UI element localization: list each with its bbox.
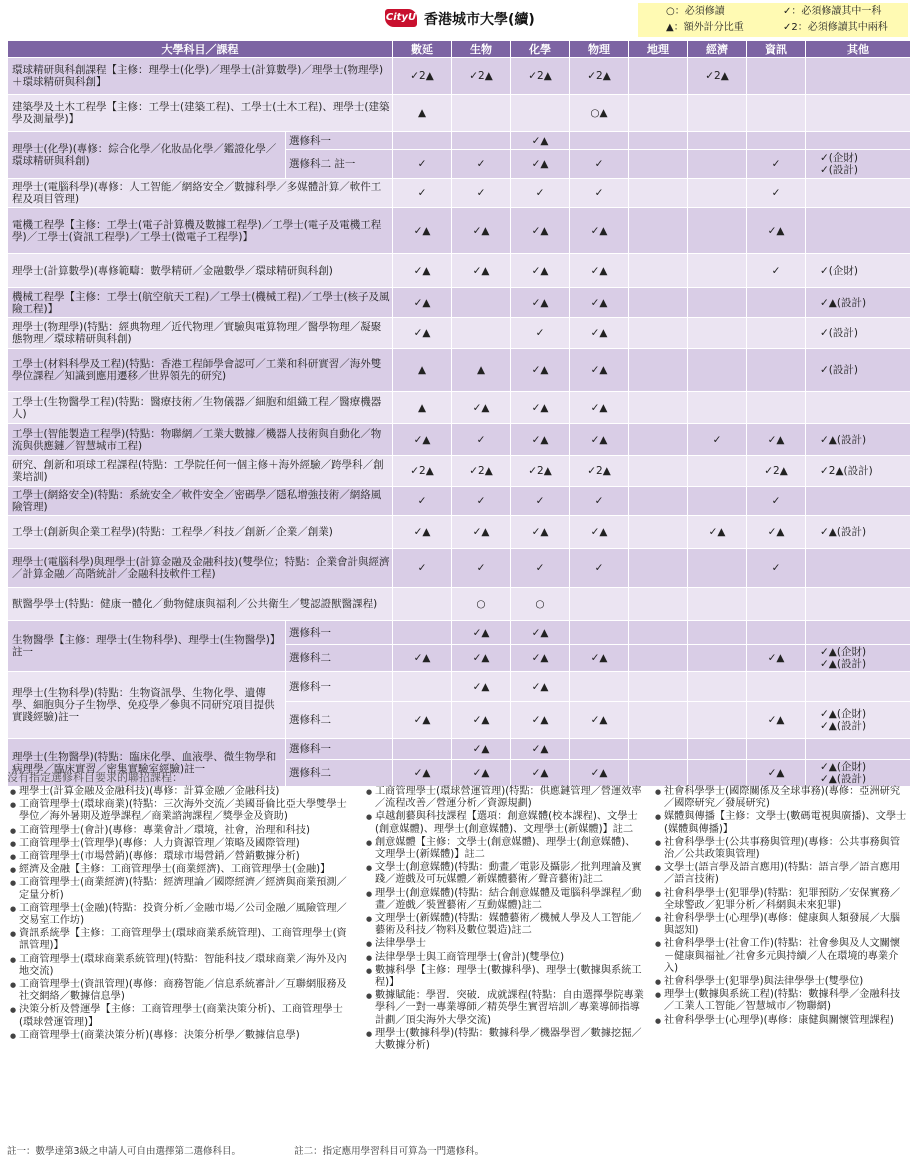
- requirement-cell: [688, 645, 747, 672]
- requirement-cell: [688, 487, 747, 516]
- requirement-cell: [629, 288, 688, 318]
- requirement-cell: ✓(企財): [806, 254, 911, 288]
- course-name: 工學士(材料科學及工程)(特點：香港工程師學會認可／工業和科研實習／海外雙學位課程／知識到應用遷移／世界領先的研究): [8, 349, 393, 392]
- table-row: [8, 672, 911, 702]
- requirement-cell: ✓▲: [452, 392, 511, 424]
- requirement-cell: [570, 621, 629, 645]
- requirement-cell: [688, 318, 747, 349]
- requirement-cell: [629, 392, 688, 424]
- requirement-cell: [688, 760, 747, 787]
- course-name: 理學士(電腦科學)(專修：人工智能／網絡安全／數據科學／多媒體計算／軟件工程及項目管理): [8, 179, 393, 208]
- programme-item: ● 資訊系統學【主修：工商管理學士(環球商業系統管理)、工商管理學士(資訊管理)】: [10, 928, 355, 952]
- requirement-cell: ✓▲: [393, 702, 452, 739]
- requirement-cell: ✓: [747, 179, 806, 208]
- requirement-cell: [629, 95, 688, 132]
- requirement-cell: [629, 424, 688, 456]
- requirement-cell: [747, 588, 806, 621]
- course-name: 環球精研與科創課程【主修：理學士(化學)／理學士(計算數學)／理學士(物理學)＋環球精研與科創】: [8, 58, 393, 95]
- requirement-cell: [688, 392, 747, 424]
- requirement-cell: ✓▲: [452, 254, 511, 288]
- requirement-cell: [570, 588, 629, 621]
- programme-item: ● 法律學學士與工商管理學士(會計)(雙學位): [366, 952, 644, 964]
- requirement-cell: [688, 702, 747, 739]
- programme-item: ● 數據科學【主修：理學士(數據科學)、理學士(數據與系統工程)】: [366, 965, 644, 989]
- requirement-cell: [570, 672, 629, 702]
- programme-item: ● 決策分析及營運學【主修：工商管理學士(商業決策分析)、工商管理學士(環球營運管理)】: [10, 1004, 355, 1028]
- cityu-logo: CityU: [385, 9, 417, 27]
- requirement-cell: ✓2▲: [452, 58, 511, 95]
- table-row: [8, 254, 911, 288]
- elective-label: 選修科二: [286, 645, 393, 672]
- requirement-cell: [629, 672, 688, 702]
- requirement-cell: [629, 516, 688, 549]
- requirement-cell: ▲: [452, 349, 511, 392]
- requirement-cell: ✓▲: [511, 254, 570, 288]
- requirement-cell: ▲: [393, 349, 452, 392]
- programme-item: ● 工商管理學士(金融)(特點：投資分析／金融市場／公司金融／風險管理／交易室工作坊): [10, 903, 355, 927]
- requirement-cell: [806, 208, 911, 254]
- legend-circle: ○：必須修讀: [666, 6, 725, 17]
- requirement-cell: ✓▲: [511, 208, 570, 254]
- requirement-cell: ✓(設計): [806, 349, 911, 392]
- requirement-cell: ✓: [570, 179, 629, 208]
- table-row: [8, 288, 911, 318]
- programme-item: ● 經濟及金融【主修：工商管理學士(商業經濟)、工商管理學士(金融)】: [10, 864, 355, 876]
- requirement-cell: ✓▲: [511, 645, 570, 672]
- programme-item: ● 卓越創藝與科技課程【選項：創意媒體(校本課程)、文學士(創意媒體)、理學士(創意媒體)、文理學士(新媒體)】註二: [366, 811, 644, 835]
- requirement-cell: [806, 392, 911, 424]
- requirement-cell: ✓▲: [452, 645, 511, 672]
- requirement-cell: [688, 739, 747, 760]
- requirement-cell: [452, 95, 511, 132]
- programme-item: ● 理學士(計算金融及金融科技)(專修：計算金融／金融科技): [10, 786, 355, 798]
- programme-item: ● 社會科學學士(犯罪學)與法律學學士(雙學位): [655, 976, 910, 988]
- requirement-cell: [629, 739, 688, 760]
- requirement-cell: ✓▲(企財) ✓▲(設計): [806, 760, 911, 787]
- requirement-cell: [452, 132, 511, 150]
- requirement-cell: [688, 208, 747, 254]
- requirement-cell: [688, 349, 747, 392]
- requirement-cell: [629, 179, 688, 208]
- requirement-cell: [393, 588, 452, 621]
- requirement-cell: ✓▲: [452, 739, 511, 760]
- requirement-cell: ✓2▲: [570, 456, 629, 487]
- requirement-cell: [393, 739, 452, 760]
- requirement-cell: [747, 318, 806, 349]
- programme-item: ● 社會科學學士(社會工作)(特點：社會參與及人文關懷－健康與福祉／社會多元與持續／人在環境的專業介入): [655, 938, 910, 975]
- requirement-cell: [747, 392, 806, 424]
- requirement-cell: [747, 349, 806, 392]
- course-name: 理學士(生物科學)(特點：生物資訊學、生物化學、遺傳學、細胞與分子生物學、免疫學／參與不同研究項目提供實踐經驗)註一: [8, 672, 286, 739]
- programme-list-col3: [655, 786, 910, 1028]
- requirement-cell: ○: [452, 588, 511, 621]
- requirement-cell: ✓▲: [393, 288, 452, 318]
- requirement-cell: ○▲: [570, 95, 629, 132]
- column-header: 大學科目／課程: [8, 41, 393, 58]
- requirement-cell: [629, 318, 688, 349]
- footnote-1: 註一：數學達第3級之申請人可自由選擇第二選修科目。: [7, 1146, 242, 1157]
- requirement-cell: ✓▲: [452, 516, 511, 549]
- legend-check: ✓：必須修讀其中一科: [783, 6, 882, 17]
- table-row: [8, 318, 911, 349]
- requirement-cell: ✓: [452, 179, 511, 208]
- requirement-cell: ▲: [393, 95, 452, 132]
- requirement-cell: [806, 58, 911, 95]
- requirement-cell: ✓▲: [511, 516, 570, 549]
- requirement-cell: ✓▲: [452, 760, 511, 787]
- course-name: 獸醫學學士(特點：健康一體化／動物健康與福利／公共衛生／雙認證獸醫課程): [8, 588, 393, 621]
- requirement-cell: [747, 58, 806, 95]
- requirement-cell: [629, 150, 688, 179]
- requirement-cell: [688, 150, 747, 179]
- requirement-cell: ✓▲(企財) ✓▲(設計): [806, 645, 911, 672]
- requirement-cell: [629, 349, 688, 392]
- requirement-cell: ✓▲(設計): [806, 424, 911, 456]
- requirement-cell: [806, 549, 911, 588]
- elective-label: 選修科二: [286, 702, 393, 739]
- requirement-cell: ✓▲: [393, 424, 452, 456]
- footnote-2: 註二：指定應用學習科目可算為一門選修科。: [294, 1146, 485, 1157]
- requirement-cell: ✓: [747, 150, 806, 179]
- requirement-cell: ✓: [511, 487, 570, 516]
- requirement-cell: ✓: [511, 318, 570, 349]
- table-row: [8, 549, 911, 588]
- requirement-cell: [629, 487, 688, 516]
- programme-item: ● 工商管理學士(會計)(專修：專業會計／環境，社會，治理和科技): [10, 825, 355, 837]
- requirement-cell: ✓: [393, 549, 452, 588]
- requirement-cell: ✓▲: [393, 645, 452, 672]
- requirement-cell: [806, 487, 911, 516]
- requirement-cell: [393, 672, 452, 702]
- requirement-cell: ✓: [688, 424, 747, 456]
- requirement-cell: ✓▲: [511, 288, 570, 318]
- no-requirement-title: 沒有指定選修科目要求的聯招課程：: [7, 771, 183, 784]
- column-header: 化學: [511, 41, 570, 58]
- column-header: 物理: [570, 41, 629, 58]
- programme-item: ● 社會科學學士(國際關係及全球事務)(專修：亞洲研究／國際研究／發展研究): [655, 786, 910, 810]
- requirement-cell: [570, 132, 629, 150]
- requirement-cell: [629, 549, 688, 588]
- column-header: 經濟: [688, 41, 747, 58]
- table-row: [8, 516, 911, 549]
- programme-item: ● 工商管理學士(環球商業)(特點：三次海外交流／美國哥倫比亞大學雙學士學位／海外暑期及遊學課程／商業諮詢課程／獎學金及資助): [10, 799, 355, 823]
- requirement-cell: ✓▲: [570, 208, 629, 254]
- requirement-cell: [629, 254, 688, 288]
- requirement-cell: [688, 288, 747, 318]
- requirement-cell: ✓▲: [747, 208, 806, 254]
- header: [0, 0, 917, 38]
- programme-item: ● 媒體與傳播【主修：文學士(數碼電視與廣播)、文學士(媒體與傳播)】: [655, 811, 910, 835]
- requirement-cell: [688, 672, 747, 702]
- requirement-cell: [688, 132, 747, 150]
- requirement-cell: ✓2▲: [393, 58, 452, 95]
- requirement-cell: ✓: [747, 254, 806, 288]
- table-row: [8, 208, 911, 254]
- requirement-cell: [806, 621, 911, 645]
- course-name: 理學士(化學)(專修：綜合化學／化妝品化學／鑑證化學／環球精研與科創): [8, 132, 286, 179]
- table-row: [8, 58, 911, 95]
- table-row: [8, 392, 911, 424]
- table-row: [8, 132, 911, 150]
- requirement-cell: [511, 95, 570, 132]
- course-name: 電機工程學【主修：工學士(電子計算機及數據工程學)／工學士(電子及電機工程學)／工學士(資訊工程學)／工學士(微電子工程學)】: [8, 208, 393, 254]
- elective-label: 選修科一: [286, 739, 393, 760]
- column-header: 地理: [629, 41, 688, 58]
- requirement-cell: ✓▲: [511, 760, 570, 787]
- requirement-cell: ✓▲: [747, 645, 806, 672]
- requirement-cell: ✓▲: [511, 150, 570, 179]
- requirement-cell: ✓▲: [393, 208, 452, 254]
- column-header: 數延: [393, 41, 452, 58]
- requirement-cell: [747, 672, 806, 702]
- elective-label: 選修科二 註一: [286, 150, 393, 179]
- requirement-cell: ✓▲: [747, 424, 806, 456]
- requirement-cell: [806, 672, 911, 702]
- requirement-cell: [393, 132, 452, 150]
- requirement-cell: ✓▲(設計): [806, 516, 911, 549]
- requirement-cell: ✓2▲: [511, 456, 570, 487]
- requirement-cell: [806, 132, 911, 150]
- course-name: 理學士(電腦科學)與理學士(計算金融及金融科技)(雙學位；特點：企業會計與經濟／計算金融／高階統計／金融科技軟件工程): [8, 549, 393, 588]
- requirements-table: [7, 40, 911, 787]
- requirement-cell: ✓▲: [570, 702, 629, 739]
- course-name: 機械工程學【主修：工學士(航空航天工程)／工學士(機械工程)／工學士(核子及風險工程)】: [8, 288, 393, 318]
- requirement-cell: ✓: [393, 150, 452, 179]
- requirement-cell: [688, 621, 747, 645]
- requirement-cell: ✓▲: [570, 254, 629, 288]
- elective-label: 選修科一: [286, 132, 393, 150]
- requirement-cell: [688, 549, 747, 588]
- programme-item: ● 數據賦能：學習．突破．成就課程(特點：自由選擇學院專業學科／一對一專業導師／精英學生實習培訓／專業導師指導計劃／頂尖海外大學交流): [366, 990, 644, 1027]
- requirement-cell: ✓▲: [747, 702, 806, 739]
- course-name: 研究、創新和項球工程課程(特點：工學院任何一個主修＋海外經驗／跨學科／創業培訓): [8, 456, 393, 487]
- requirement-cell: [747, 95, 806, 132]
- requirement-cell: [747, 739, 806, 760]
- requirement-cell: [747, 621, 806, 645]
- requirement-cell: [806, 588, 911, 621]
- requirement-cell: ✓: [570, 487, 629, 516]
- requirement-cell: [688, 588, 747, 621]
- requirement-cell: ✓: [747, 549, 806, 588]
- programme-item: ● 創意媒體【主修：文學士(創意媒體)、理學士(創意媒體)、文理學士(新媒體)】註二: [366, 837, 644, 861]
- programme-item: ● 工商管理學士(資訊管理)(專修：商務智能／信息系統審計／互聯網服務及社交網絡／數據信息學): [10, 979, 355, 1003]
- requirement-cell: ✓2▲: [393, 456, 452, 487]
- table-row: [8, 487, 911, 516]
- programme-list-col1: [10, 786, 355, 1043]
- page-title: 香港城市大學(續): [424, 12, 535, 28]
- requirement-cell: [629, 132, 688, 150]
- requirement-cell: [688, 179, 747, 208]
- requirement-cell: [747, 288, 806, 318]
- requirement-cell: ✓: [452, 487, 511, 516]
- course-name: 工學士(網絡安全)(特點：系統安全／軟件安全／密碼學／隱私增強技術／網絡風險管理): [8, 487, 393, 516]
- requirement-cell: ✓: [393, 487, 452, 516]
- requirement-cell: ▲: [393, 392, 452, 424]
- requirement-cell: ✓▲: [747, 516, 806, 549]
- requirement-cell: ✓▲: [511, 349, 570, 392]
- requirement-cell: ✓▲: [393, 516, 452, 549]
- requirement-cell: ✓▲: [570, 392, 629, 424]
- requirement-cell: ✓▲: [511, 739, 570, 760]
- requirement-cell: [570, 739, 629, 760]
- course-name: 理學士(生物醫學)(特點：臨床化學、血液學、微生物學和病理學／臨床實習／密集實驗室經驗)註一: [8, 739, 286, 787]
- requirement-cell: [806, 739, 911, 760]
- programme-item: ● 理學士(數據科學)(特點：數據科學／機器學習／數據挖掘／大數據分析): [366, 1028, 644, 1052]
- requirement-cell: [629, 456, 688, 487]
- course-name: 工學士(創新與企業工程學)(特點：工程學／科技／創新／企業／創業): [8, 516, 393, 549]
- requirement-cell: [629, 208, 688, 254]
- legend-triangle: ▲：額外計分比重: [666, 22, 744, 33]
- requirement-cell: [747, 132, 806, 150]
- programme-item: ● 工商管理學士(環球商業系統管理)(特點：智能科技／環球商業／海外及內地交流): [10, 954, 355, 978]
- requirement-cell: [688, 95, 747, 132]
- programme-item: ● 社會科學學士(心理學)(專修：康健與關懷管理課程): [655, 1015, 910, 1027]
- course-name: 建築學及土木工程學【主修：工學士(建築工程)、工學士(土木工程)、理學士(建築學及測量學)】: [8, 95, 393, 132]
- requirement-cell: [629, 760, 688, 787]
- programme-item: ● 理學士(創意媒體)(特點：結合創意媒體及電腦科學課程／動畫／遊戲／裝置藝術／互動媒體)註二: [366, 888, 644, 912]
- course-name: 生物醫學【主修：理學士(生物科學)、理學士(生物醫學)】註一: [8, 621, 286, 672]
- requirement-cell: ✓▲: [570, 288, 629, 318]
- requirement-cell: ✓: [511, 179, 570, 208]
- table-row: [8, 424, 911, 456]
- requirement-cell: [629, 588, 688, 621]
- requirement-cell: ✓▲(企財) ✓▲(設計): [806, 702, 911, 739]
- requirement-cell: [806, 95, 911, 132]
- requirement-cell: ✓▲: [393, 254, 452, 288]
- requirement-cell: ✓▲: [511, 392, 570, 424]
- programme-item: ● 工商管理學士(環球營運管理)(特點：供應鏈管理／營運效率／流程改善／營運分析／資源規劃): [366, 786, 644, 810]
- programme-item: ● 文學士(創意媒體)(特點：動畫／電影及攝影／批判理論及實踐／遊戲及可玩媒體／新媒體藝術／聲音藝術)註二: [366, 862, 644, 886]
- programme-list-col2: [366, 786, 644, 1053]
- requirement-cell: [629, 702, 688, 739]
- table-row: [8, 739, 911, 760]
- requirement-cell: ✓▲: [570, 760, 629, 787]
- programme-item: ● 工商管理學士(市場營銷)(專修：環球市場營銷／營銷數據分析): [10, 851, 355, 863]
- table-row: [8, 456, 911, 487]
- requirement-cell: ✓▲: [511, 672, 570, 702]
- table-header-row: [8, 41, 911, 58]
- course-name: 工學士(生物醫學工程)(特點：醫療技術／生物儀器／細胞和組織工程／醫療機器人): [8, 392, 393, 424]
- programme-item: ● 工商管理學士(商業經濟)(特點：經濟理論／國際經濟／經濟與商業預測／定量分析): [10, 877, 355, 901]
- requirement-cell: ✓2▲: [511, 58, 570, 95]
- column-header: 其他: [806, 41, 911, 58]
- requirement-cell: ✓▲: [511, 132, 570, 150]
- requirement-cell: [806, 179, 911, 208]
- requirement-cell: ✓▲(設計): [806, 288, 911, 318]
- requirement-cell: ✓▲: [511, 702, 570, 739]
- programme-item: ● 工商管理學士(管理學)(專修：人力資源管理／策略及國際管理): [10, 838, 355, 850]
- requirement-cell: [629, 58, 688, 95]
- requirement-cell: ○: [511, 588, 570, 621]
- requirement-cell: ✓▲: [511, 424, 570, 456]
- requirement-cell: ✓(設計): [806, 318, 911, 349]
- course-name: 工學士(智能製造工程學)(特點：物聯網／工業大數據／機器人技術與自動化／物流與供應鏈／智慧城市工程): [8, 424, 393, 456]
- requirement-cell: [688, 456, 747, 487]
- requirement-cell: [688, 254, 747, 288]
- requirement-cell: [393, 621, 452, 645]
- footer: [7, 1143, 534, 1157]
- table-row: [8, 349, 911, 392]
- table-row: [8, 588, 911, 621]
- legend: [638, 3, 908, 37]
- programme-item: ● 社會科學學士(犯罪學)(特點：犯罪預防／安保實務／全球警政／犯罪分析／科網與未來犯罪): [655, 888, 910, 912]
- requirement-cell: ✓: [452, 424, 511, 456]
- programme-item: ● 文學士(語言學及語言應用)(特點：語言學／語言應用／語言技術): [655, 862, 910, 886]
- requirement-cell: ✓: [452, 549, 511, 588]
- requirement-cell: ✓▲: [570, 349, 629, 392]
- programme-item: ● 文理學士(新媒體)(特點：媒體藝術／機械人學及人工智能／藝術及科技／物料及數位製造)註二: [366, 913, 644, 937]
- requirement-cell: ✓▲: [570, 318, 629, 349]
- elective-label: 選修科一: [286, 672, 393, 702]
- column-header: 生物: [452, 41, 511, 58]
- requirement-cell: ✓▲: [570, 424, 629, 456]
- requirement-cell: [629, 645, 688, 672]
- requirement-cell: ✓2▲: [688, 58, 747, 95]
- requirement-cell: ✓2▲: [570, 58, 629, 95]
- requirement-cell: ✓(企財) ✓(設計): [806, 150, 911, 179]
- table-body: [8, 58, 911, 787]
- elective-label: 選修科一: [286, 621, 393, 645]
- column-header: 資訊: [747, 41, 806, 58]
- requirement-cell: ✓2▲(設計): [806, 456, 911, 487]
- requirement-cell: ✓: [452, 150, 511, 179]
- table-row: [8, 621, 911, 645]
- requirement-cell: ✓▲: [393, 318, 452, 349]
- programme-item: ● 社會科學學士(公共事務與管理)(專修：公共事務與管治／公共政策與管理): [655, 837, 910, 861]
- elective-label: 選修科二: [286, 760, 393, 787]
- programme-item: ● 工商管理學士(商業決策分析)(專修：決策分析學／數據信息學): [10, 1030, 355, 1042]
- requirement-cell: [452, 318, 511, 349]
- programme-item: ● 法律學學士: [366, 938, 644, 950]
- legend-check2: ✓2：必須修讀其中兩科: [783, 22, 888, 33]
- programme-item: ● 理學士(數據與系統工程)(特點：數據科學／金融科技／工業人工智能／智慧城市／物聯網): [655, 989, 910, 1013]
- requirement-cell: ✓: [747, 487, 806, 516]
- requirement-cell: ✓: [511, 549, 570, 588]
- requirement-cell: ✓▲: [747, 760, 806, 787]
- requirement-cell: [629, 621, 688, 645]
- table-row: [8, 95, 911, 132]
- requirement-cell: ✓: [570, 150, 629, 179]
- requirement-cell: ✓2▲: [452, 456, 511, 487]
- requirement-cell: [452, 288, 511, 318]
- requirement-cell: ✓: [570, 549, 629, 588]
- requirement-cell: ✓▲: [452, 621, 511, 645]
- requirement-cell: ✓▲: [511, 621, 570, 645]
- requirement-cell: ✓▲: [688, 516, 747, 549]
- requirement-cell: ✓▲: [452, 208, 511, 254]
- requirement-cell: ✓2▲: [747, 456, 806, 487]
- requirement-cell: ✓▲: [393, 760, 452, 787]
- requirement-cell: ✓▲: [452, 672, 511, 702]
- requirement-cell: ✓▲: [570, 645, 629, 672]
- requirement-cell: ✓▲: [452, 702, 511, 739]
- requirement-cell: ✓▲: [570, 516, 629, 549]
- course-name: 理學士(計算數學)(專修範疇：數學精研／金融數學／環球精研與科創): [8, 254, 393, 288]
- table-row: [8, 179, 911, 208]
- course-name: 理學士(物理學)(特點：經典物理／近代物理／實驗與電算物理／醫學物理／凝聚態物理／環球精研與科創): [8, 318, 393, 349]
- requirement-cell: ✓: [393, 179, 452, 208]
- programme-item: ● 社會科學學士(心理學)(專修：健康與人類發展／大腦與認知): [655, 913, 910, 937]
